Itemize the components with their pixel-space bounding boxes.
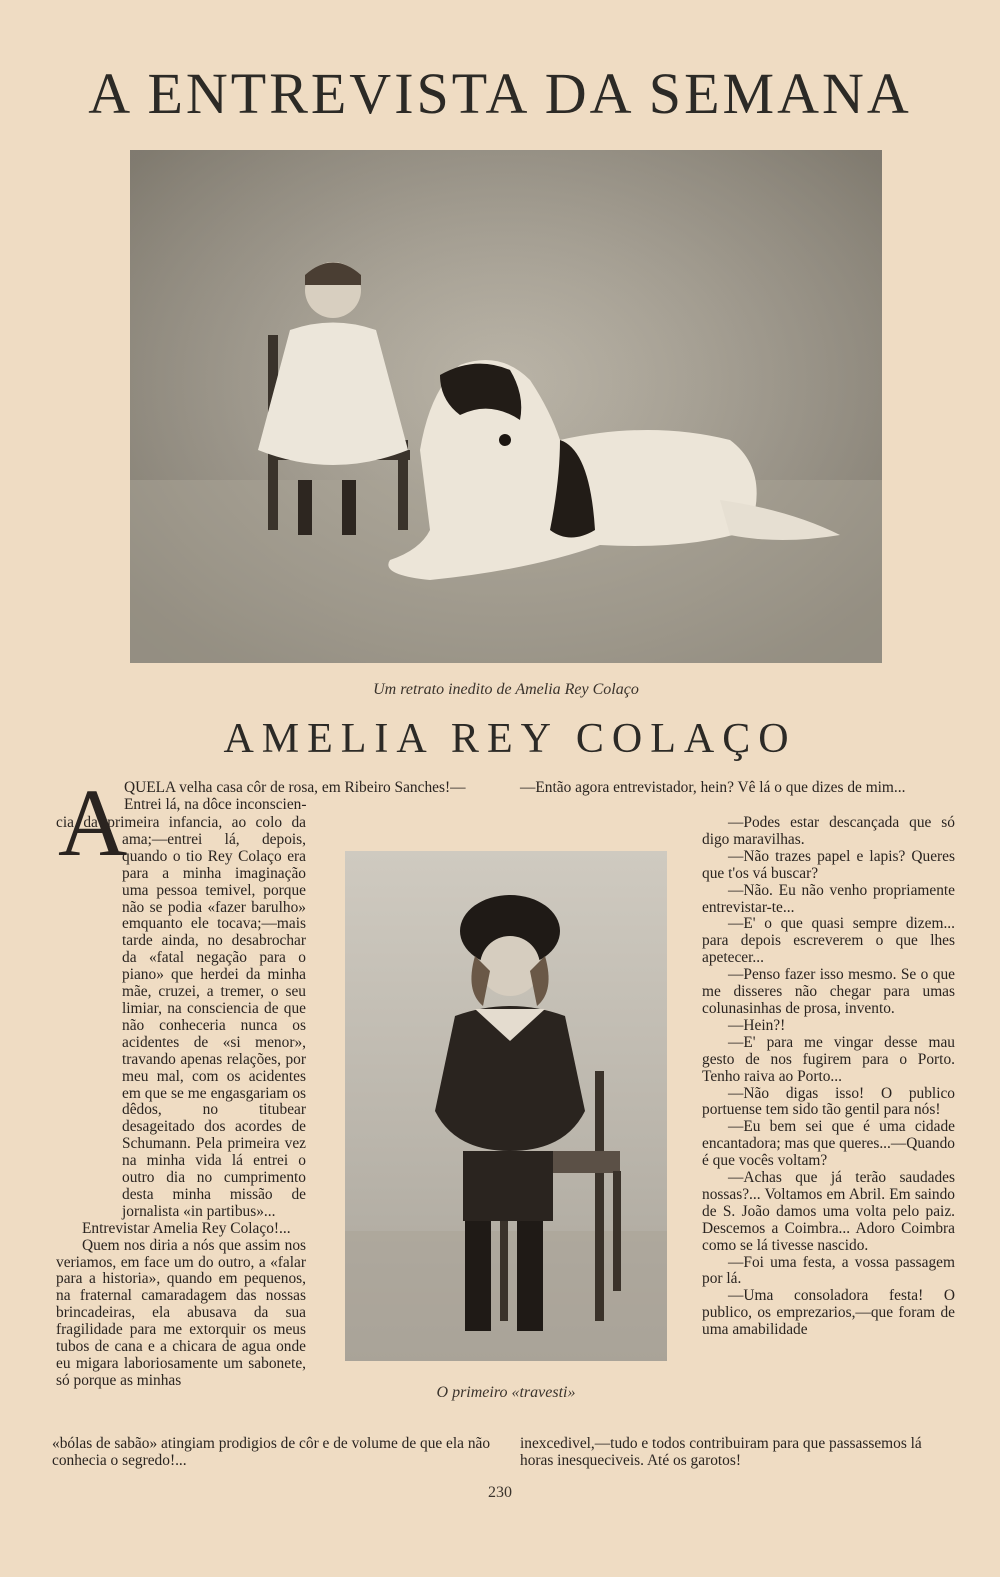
dialogue-line: —Não digas isso! O publico portuense tem sido tão gentil para nós! xyxy=(702,1084,955,1119)
left-column-opening: QUELA velha casa côr de rosa, em Ribeiro Sanches!—Entrei lá, na dôce inconscien- xyxy=(124,779,466,813)
article-paragraph: Entrevistar Amelia Rey Colaço!... xyxy=(82,1219,291,1237)
right-column-closing: inexcedivel,—tudo e todos contribuiram para que passassemos lá horas inesqueciveis. Até os garotos! xyxy=(520,1435,922,1469)
dialogue-line: —Hein?! xyxy=(728,1016,786,1034)
portrait-photo-child-in-sailor-suit xyxy=(345,851,667,1361)
left-column-body xyxy=(56,815,306,1390)
article-title: AMELIA REY COLAÇO xyxy=(223,716,797,762)
left-column-closing: «bólas de sabão» atingiam prodigios de côr e de volume de que ela não conhecia o segredo!... xyxy=(52,1435,491,1469)
dialogue-line: —Podes estar descançada que só digo maravilhas. xyxy=(702,814,955,848)
dialogue-line: —Foi uma festa, a vossa passagem por lá. xyxy=(702,1253,955,1288)
right-column-body xyxy=(702,815,955,1339)
dialogue-line: —Não trazes papel e lapis? Queres que t'os vá buscar? xyxy=(702,847,955,882)
page-headline: A ENTREVISTA DA SEMANA xyxy=(88,61,912,126)
article-paragraph: Quem nos diria a nós que assim nos veriamos, em face um do outro, a «falar para a historia», quando em pequenos, na fraternal camaradagem das nossas brincadeiras, ela abusava da sua fragilidade para me extorquir os meus tubos de cana e a chicara de agua onde eu migara laboriosamente um sabonete, só porque as minhas xyxy=(56,1236,306,1389)
page-number: 230 xyxy=(488,1484,512,1501)
dialogue-line: —E' para me vingar desse mau gesto de nos fugirem para o Porto. Tenho raiva ao Porto... xyxy=(702,1033,955,1085)
article-paragraph: cia da primeira infancia, ao colo da ama;—entrei lá, depois, quando o tio Rey Colaço era para a minha imaginação uma pessoa temivel, porque não se podia «fazer barulho» emquanto ele tocava;—mais tarde ainda, no desabrochar da «fatal negação para o piano» que herdei da minha mãe, cruzei, a tremer, o seu limiar, na consciencia de que não conheceria nunca os acidentes de «si menor», travando apenas relações, por meu mal, com os acidentes em que se me engasgariam os dêdos, no titubear desageitado dos acordes de Schumann. Pela primeira vez na minha vida lá entrei o outro dia no cumprimento desta minha missão de jornalista «in partibus»... xyxy=(56,814,306,1220)
dialogue-line: —Eu bem sei que é uma cidade encantadora; mas que queres...—Quando é que vocês voltam? xyxy=(702,1118,955,1170)
photo-caption-travesti: O primeiro «travesti» xyxy=(436,1384,576,1401)
dialogue-line: —Não. Eu não venho propriamente entrevistar-te... xyxy=(702,881,955,916)
portrait-photo-child-with-dog xyxy=(130,150,882,663)
photo-caption-portrait: Um retrato inedito de Amelia Rey Colaço xyxy=(373,681,639,698)
dialogue-line: —E' o que quasi sempre dizem... para depois escreverem o que lhes apetecer... xyxy=(702,915,955,967)
drop-cap: A xyxy=(58,769,128,876)
dialogue-line: —Penso fazer isso mesmo. Se o que me disseres não chegar para umas colunasinhas de prosa, invento. xyxy=(702,966,955,1017)
right-column-opening: —Então agora entrevistador, hein? Vê lá o que dizes de mim... xyxy=(520,779,906,796)
dialogue-line: —Uma consoladora festa! O publico, os emprezarios,—que foram de uma amabilidade xyxy=(702,1287,955,1339)
dialogue-line: —Achas que já terão saudades nossas?... Voltamos em Abril. Em saindo de S. João damos uma volta pelo paiz. Descemos a Coimbra... Adoro Coimbra como se lá tivesse nascido. xyxy=(702,1169,955,1254)
